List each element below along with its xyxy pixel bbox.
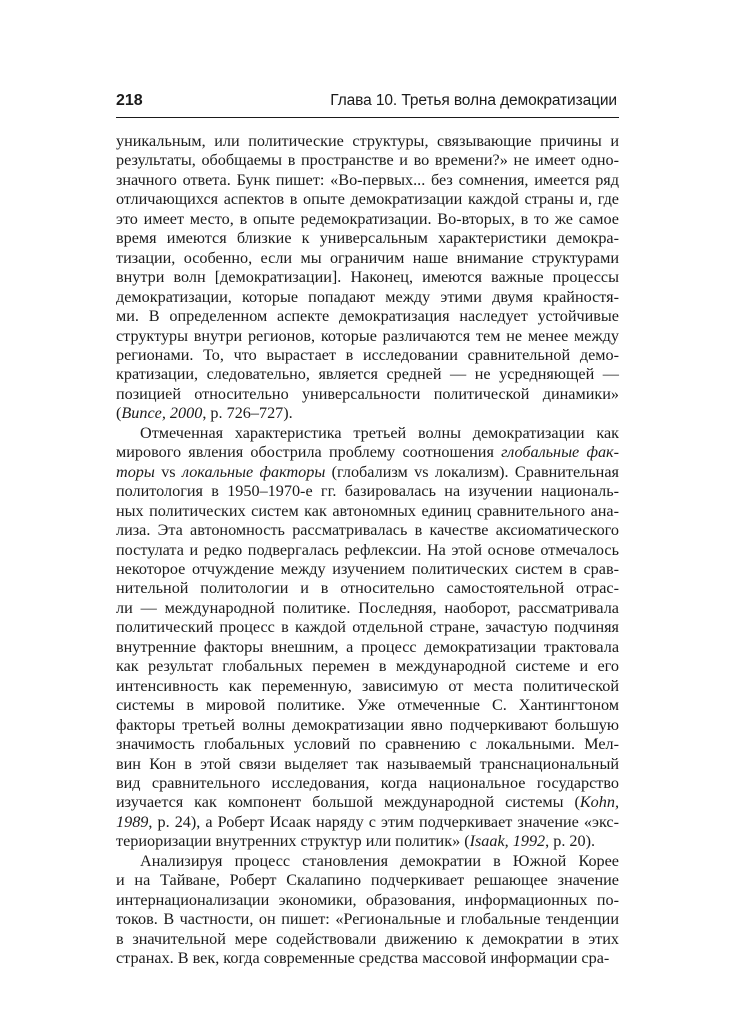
text-line xyxy=(116,268,619,287)
text-line xyxy=(116,190,619,209)
text-line xyxy=(116,638,619,657)
text-segment: в значительной мере содействовали движению к демократии в этих xyxy=(116,929,619,948)
text-segment: некоторое отчуждение между изучением политических систем в срав- xyxy=(116,559,619,578)
text-segment: вин Кон в этой связи выделяет так называемый транснациональный xyxy=(116,754,619,773)
text-segment: ми. В определенном аспекте демократизация наследует устойчивые xyxy=(116,307,619,326)
italic-text: торы xyxy=(116,462,155,481)
text-segment: интернационализации экономики, образования, информационных по- xyxy=(116,890,619,909)
text-line xyxy=(116,288,619,307)
text-line xyxy=(116,755,619,774)
text-segment: значного ответа. Бунк пишет: «Во-первых... без сомнения, имеется ряд xyxy=(116,170,619,189)
text-line xyxy=(116,949,619,968)
text-segment: и на Тайване, Роберт Скалапино подчеркивает решающее значение xyxy=(116,871,619,890)
text-line xyxy=(116,871,619,890)
text-segment: токов. В частности, он пишет: «Региональные и глобальные тенденции xyxy=(116,910,619,929)
paragraph xyxy=(116,424,619,852)
text-segment: , p. 20). xyxy=(545,832,596,851)
text-line xyxy=(116,443,619,462)
text-segment: системы в мировой политике. Уже отмеченные С. Хантингтоном xyxy=(116,696,619,715)
text-line xyxy=(116,813,619,832)
text-line xyxy=(116,793,619,812)
text-segment: vs xyxy=(154,462,182,481)
text-line xyxy=(116,832,619,851)
text-line xyxy=(116,482,619,501)
text-segment: нительной политологии и в относительно самостоятельной отрас- xyxy=(116,579,619,598)
text-segment: значимость глобальных условий по сравнению с локальными. Мел- xyxy=(116,735,619,754)
text-line xyxy=(116,599,619,618)
italic-text: глобальные фак- xyxy=(501,443,619,462)
text-line xyxy=(116,404,619,423)
text-segment: изучается как компонент большой международной системы ( xyxy=(116,793,580,812)
text-line xyxy=(116,132,619,151)
text-segment: отличающихся аспектов в опыте демократизации каждой страны и, где xyxy=(116,190,619,209)
text-line xyxy=(116,151,619,170)
text-segment: мирового явления обострила проблему соотношения xyxy=(116,443,502,462)
text-segment: , p. 726–727). xyxy=(202,404,293,423)
text-segment: териоризации внутренних структур или политик» ( xyxy=(116,832,470,851)
text-line xyxy=(116,327,619,346)
text-line xyxy=(116,910,619,929)
text-segment: демократизации, которые попадают между этими двумя крайностя- xyxy=(116,287,619,306)
text-segment: политический процесс в каждой отдельной стране, зачастую подчиняя xyxy=(116,618,619,637)
paragraph xyxy=(116,852,619,969)
text-segment: ( xyxy=(116,404,122,423)
text-segment: регионами. То, что вырастает в исследовании сравнительной демо- xyxy=(116,345,619,364)
text-segment: время имеются близкие к универсальным характеристики демокра- xyxy=(116,229,619,248)
paragraph xyxy=(116,132,619,424)
text-segment: как результат глобальных перемен в международной системе и его xyxy=(116,657,619,676)
text-line xyxy=(116,852,619,871)
text-line xyxy=(116,677,619,696)
text-line xyxy=(116,171,619,190)
text-segment: постулата и редко подвергалась рефлексии. На этой основе отмечалось xyxy=(116,540,619,559)
text-segment: интенсивность как переменную, зависимую от места политической xyxy=(116,676,619,695)
text-segment: структуры внутри регионов, которые различаются тем не менее между xyxy=(116,326,619,345)
italic-text: локальные факторы xyxy=(181,462,326,481)
text-segment: ли — международной политике. Последняя, наоборот, рассматривала xyxy=(116,598,619,617)
text-segment: (глобализм vs локализм). Сравнительная xyxy=(325,462,619,481)
text-line xyxy=(116,891,619,910)
text-line xyxy=(116,716,619,735)
page-number: 218 xyxy=(116,92,143,109)
text-segment: лиза. Эта автономность рассматривалась в качестве аксиоматического xyxy=(116,521,619,540)
text-line xyxy=(116,696,619,715)
text-line xyxy=(116,463,619,482)
text-line xyxy=(116,541,619,560)
text-segment: внутри волн [демократизации]. Наконец, имеются важные процессы xyxy=(116,268,619,287)
text-line xyxy=(116,521,619,540)
text-segment: кратизации, следовательно, является средней — не усредняющей — xyxy=(116,365,619,384)
text-segment: вид сравнительного исследования, когда национальное государство xyxy=(116,773,619,792)
text-segment: , p. 24), а Роберт Исаак наряду с этим подчеркивает значение «экс- xyxy=(148,812,619,831)
text-segment: внутренние факторы внешним, а процесс демократизации трактовала xyxy=(116,637,619,656)
header-rule xyxy=(116,117,619,118)
italic-text: 1989 xyxy=(116,812,149,831)
italic-text: Kohn, xyxy=(579,793,619,812)
text-line xyxy=(116,385,619,404)
text-line xyxy=(116,618,619,637)
text-segment: факторы третьей волны демократизации явно подчеркивают большую xyxy=(116,715,619,734)
body-text xyxy=(116,132,619,968)
text-segment: Анализируя процесс становления демократии в Южной Корее xyxy=(140,851,619,870)
text-segment: странах. В век, когда современные средства массовой информации сра- xyxy=(116,949,610,968)
text-line xyxy=(116,560,619,579)
text-line xyxy=(116,229,619,248)
text-line xyxy=(116,424,619,443)
page-header xyxy=(116,92,617,110)
text-line xyxy=(116,307,619,326)
text-segment: ных политических систем как автономных единиц сравнительного ана- xyxy=(116,501,619,520)
text-line xyxy=(116,930,619,949)
text-segment: позицией относительно универсальности политической динамики» xyxy=(116,384,619,403)
text-line xyxy=(116,657,619,676)
text-line xyxy=(116,365,619,384)
text-line xyxy=(116,735,619,754)
text-segment: Отмеченная характеристика третьей волны демократизации как xyxy=(140,423,619,442)
text-segment: политология в 1950–1970-е гг. базировалась на изучении националь- xyxy=(116,482,619,501)
text-line xyxy=(116,210,619,229)
italic-text: Bunce, 2000 xyxy=(121,404,203,423)
text-line xyxy=(116,346,619,365)
text-segment: уникальным, или политические структуры, связывающие причины и xyxy=(116,132,619,150)
text-segment: это имеет место, в опыте редемократизации. Во-вторых, в то же самое xyxy=(116,209,619,228)
running-title: Глава 10. Третья волна демократизации xyxy=(330,92,617,109)
text-segment: результаты, обобщаемы в пространстве и во времени?» не имеет одно- xyxy=(116,151,619,170)
text-segment: тизации, особенно, если мы ограничим наше внимание структурами xyxy=(116,248,619,267)
text-line xyxy=(116,249,619,268)
italic-text: Isaak, 1992 xyxy=(469,832,546,851)
text-line xyxy=(116,774,619,793)
text-line xyxy=(116,579,619,598)
text-line xyxy=(116,502,619,521)
